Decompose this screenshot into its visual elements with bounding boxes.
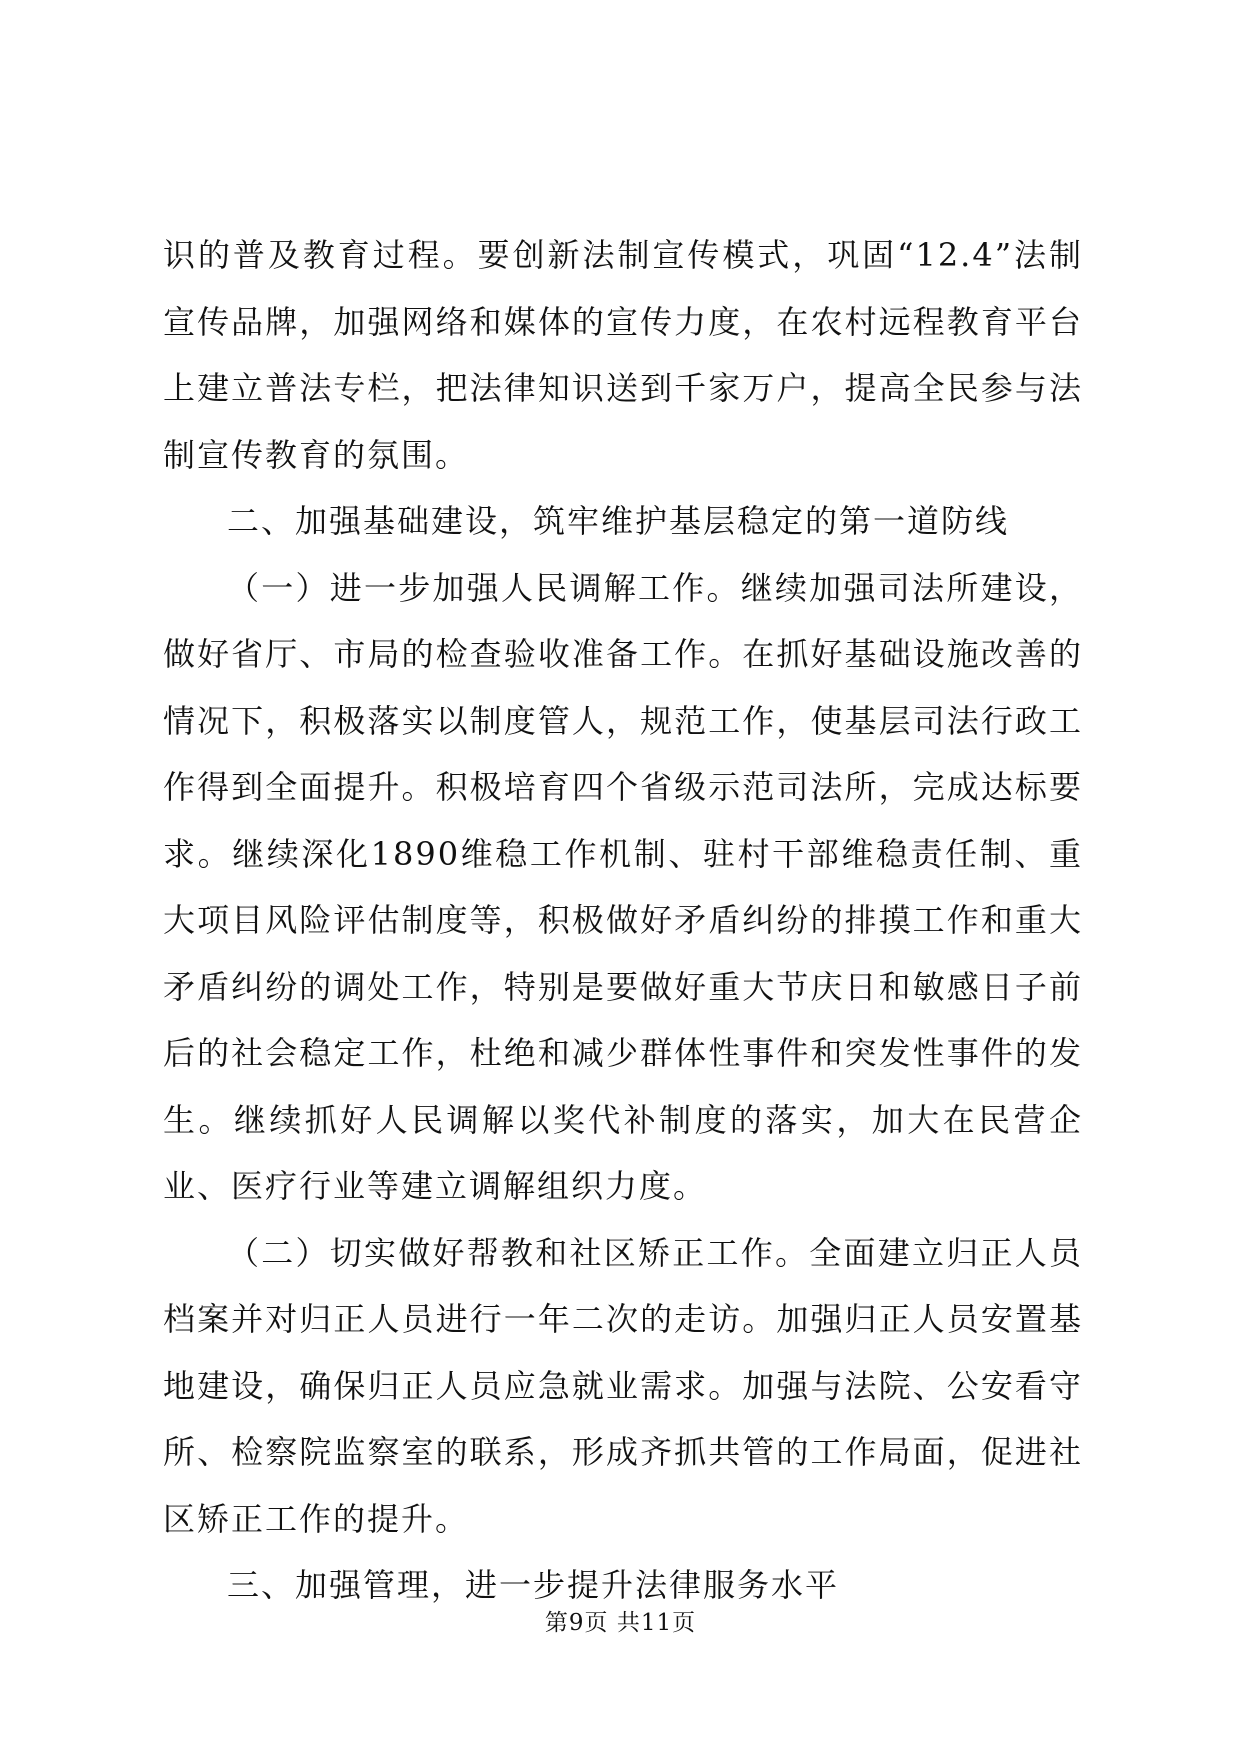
section-heading-2: 二、加强基础建设，筑牢维护基层稳定的第一道防线	[227, 502, 1010, 540]
paragraph-continued: 识的普及教育过程。要创新法制宣传模式，巩固“12.4”法制宣传品牌，加强网络和媒体的宣传力度，在农村远程教育平台上建立普法专栏，把法律知识送到千家万户，提高全民参与法制宣传教育的氛围。	[163, 236, 1083, 474]
paragraph-mediation: （一）进一步加强人民调解工作。继续加强司法所建设，做好省厅、市局的检查验收准备工作。在抓好基础设施改善的情况下，积极落实以制度管人，规范工作，使基层司法行政工作得到全面提升。积极培育四个省级示范司法所，完成达标要求。继续深化1890维稳工作机制、驻村干部维稳责任制、重大项目风险评估制度等，积极做好矛盾纠纷的排摸工作和重大矛盾纠纷的调处工作，特别是要做好重大节庆日和敏感日子前后的社会稳定工作，杜绝和减少群体性事件和突发性事件的发生。继续抓好人民调解以奖代补制度的落实，加大在民营企业、医疗行业等建立调解组织力度。	[163, 568, 1083, 1205]
page-body	[163, 222, 1083, 1619]
paragraph-correction: （二）切实做好帮教和社区矫正工作。全面建立归正人员档案并对归正人员进行一年二次的走访。加强归正人员安置基地建设，确保归正人员应急就业需求。加强与法院、公安看守所、检察院监察室的联系，形成齐抓共管的工作局面，促进社区矫正工作的提升。	[163, 1233, 1083, 1538]
section-heading-3: 三、加强管理，进一步提升法律服务水平	[227, 1566, 840, 1604]
page-number-footer: 第9页 共11页	[544, 1610, 697, 1636]
